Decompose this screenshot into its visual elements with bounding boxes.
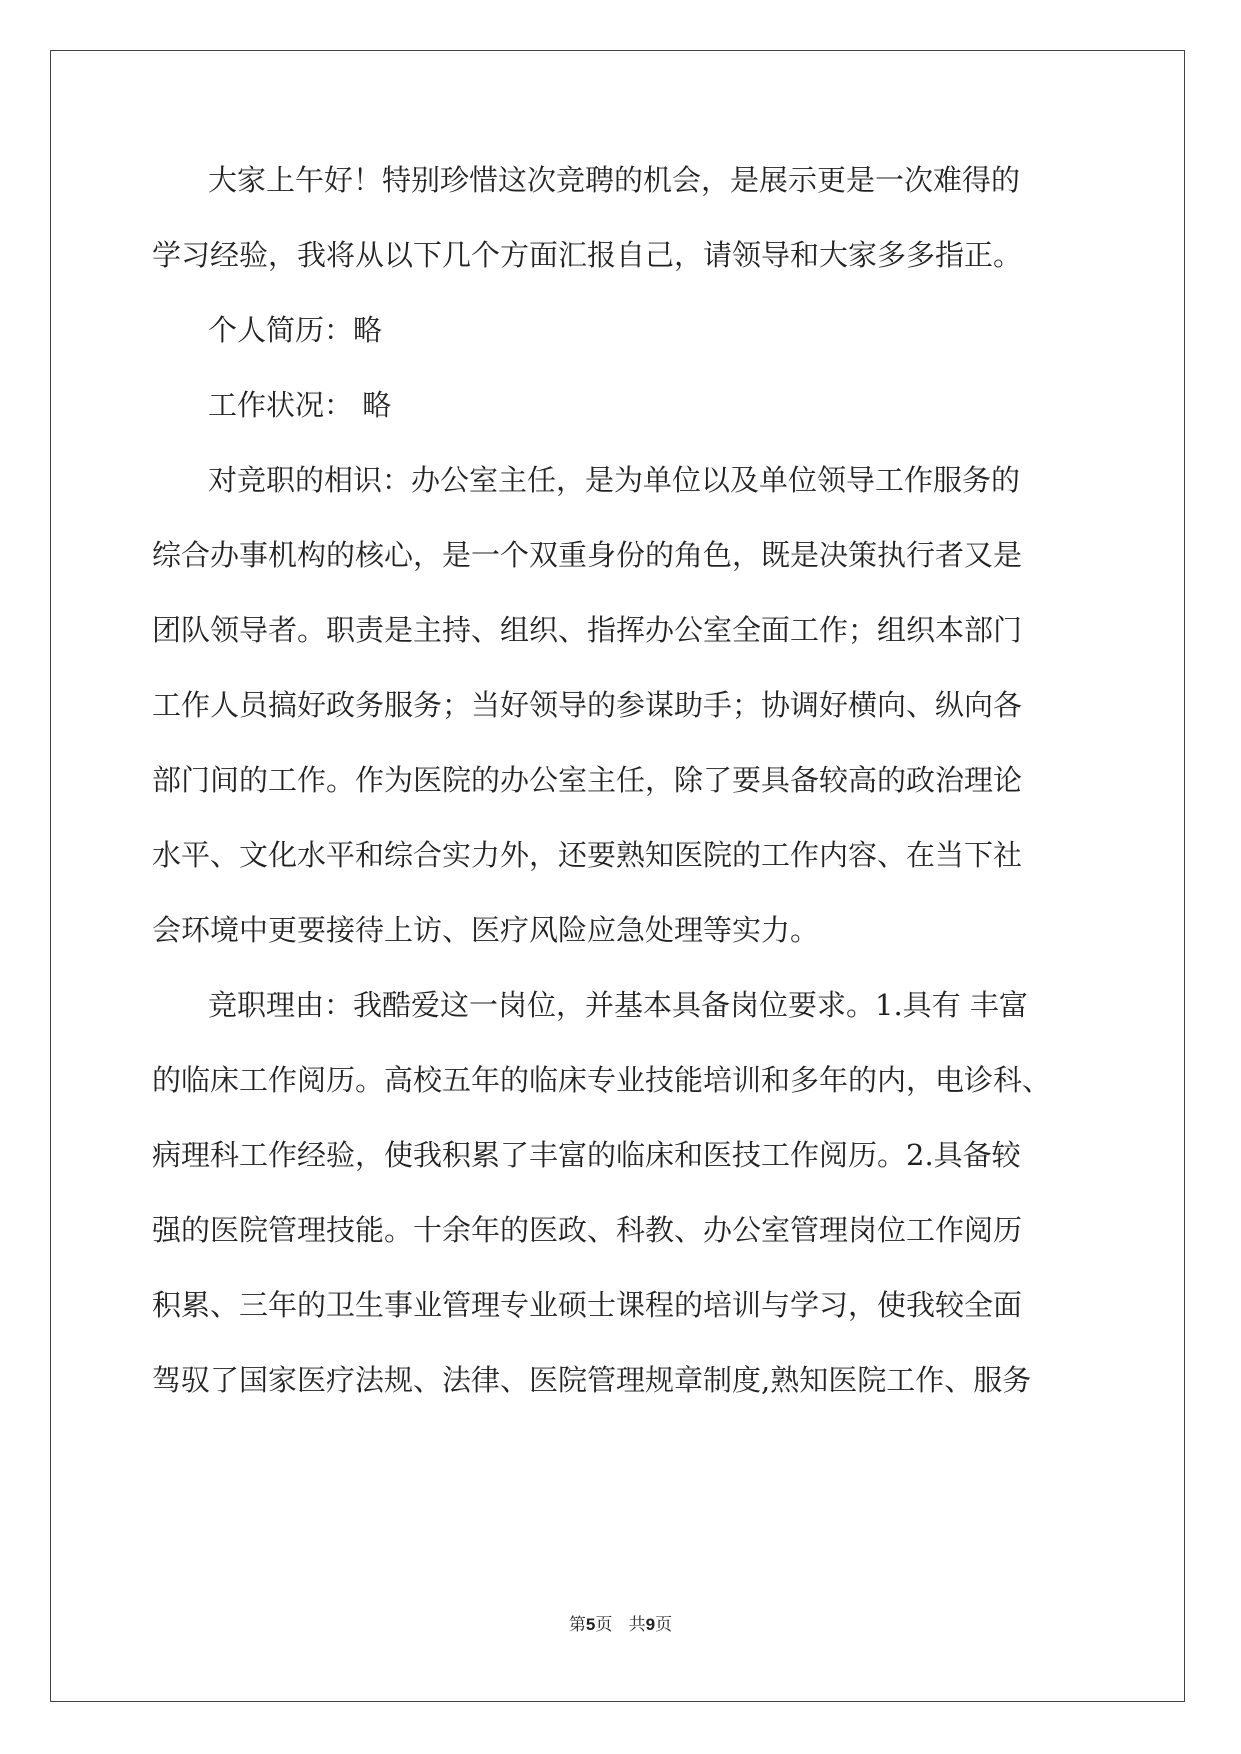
- paragraph-line: 对竞职的相识：办公室主任，是为单位以及单位领导工作服务的: [208, 463, 1021, 497]
- paragraph-line: 工作状况： 略: [208, 388, 392, 422]
- paragraph-line: 的临床工作阅历。高校五年的临床专业技能培训和多年的内，电诊科、: [152, 1063, 1052, 1097]
- paragraph-line: 工作人员搞好政务服务；当好领导的参谋助手；协调好横向、纵向各: [152, 688, 1023, 722]
- paragraph-line: 水平、文化水平和综合实力外，还要熟知医院的工作内容、在当下社: [152, 838, 1023, 872]
- paragraph-line: 综合办事机构的核心，是一个双重身份的角色，既是决策执行者又是: [152, 538, 1023, 572]
- paragraph-line: 病理科工作经验，使我积累了丰富的临床和医技工作阅历。2.具备较: [152, 1138, 1021, 1172]
- page-border: [50, 50, 1185, 1702]
- paragraph-line: 强的医院管理技能。十余年的医政、科教、办公室管理岗位工作阅历: [152, 1213, 1023, 1247]
- page-suffix: 页: [655, 1615, 673, 1635]
- paragraph-line: 个人简历：略: [208, 313, 383, 347]
- paragraph-line: 大家上午好！特别珍惜这次竞聘的机会，是展示更是一次难得的: [208, 163, 1021, 197]
- paragraph-line: 驾驭了国家医疗法规、法律、医院管理规章制度,熟知医院工作、服务: [152, 1363, 1032, 1397]
- paragraph-line: 团队领导者。职责是主持、组织、指挥办公室全面工作；组织本部门: [152, 613, 1023, 647]
- current-page-number: 5: [585, 1615, 596, 1634]
- page-number-footer: [0, 1614, 1241, 1636]
- paragraph-line: 部门间的工作。作为医院的办公室主任，除了要具备较高的政治理论: [152, 763, 1023, 797]
- paragraph-line: 会环境中更要接待上访、医疗风险应急处理等实力。: [152, 913, 820, 947]
- page-prefix: 第: [568, 1615, 586, 1635]
- paragraph-line: 学习经验，我将从以下几个方面汇报自己，请领导和大家多多指正。: [152, 238, 1023, 272]
- page-separator: 页 共: [595, 1615, 646, 1635]
- paragraph-line: 竞职理由：我酷爱这一岗位，并基本具备岗位要求。1.具有 丰富: [208, 988, 1028, 1022]
- total-page-number: 9: [645, 1615, 656, 1634]
- paragraph-line: 积累、三年的卫生事业管理专业硕士课程的培训与学习，使我较全面: [152, 1288, 1023, 1322]
